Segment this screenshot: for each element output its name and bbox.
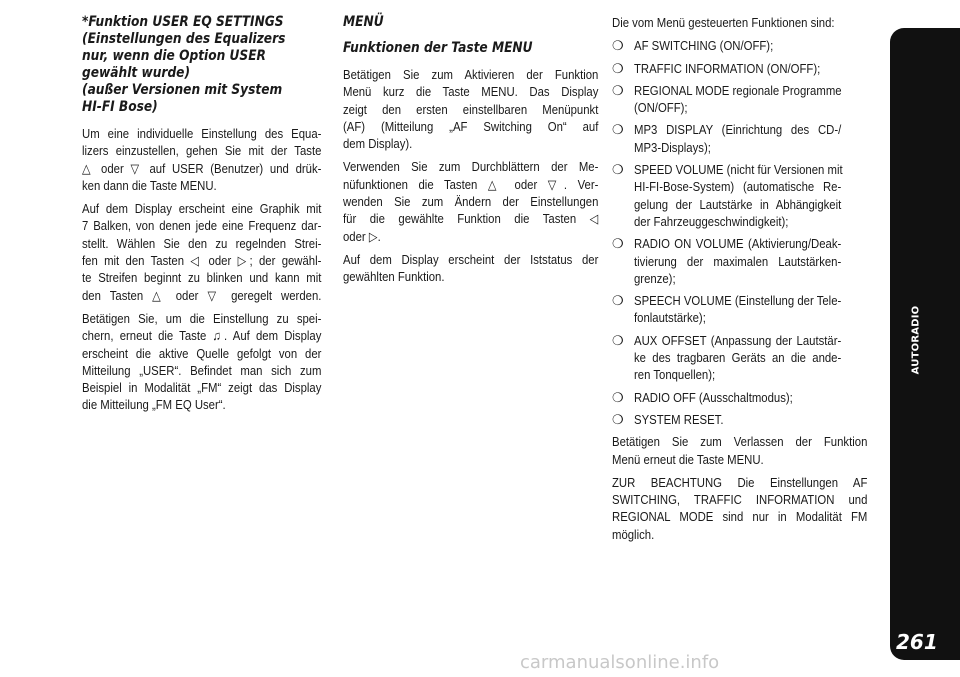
text-line: fen mit den Tasten ◁ oder ▷; der gewähl- (82, 253, 322, 269)
text-line: tivierung der maximalen Lautstärken- (634, 253, 842, 269)
list-item-text (634, 292, 841, 327)
text-line: ZUR BEACHTUNG Die Einstellungen AF (612, 474, 868, 490)
heading-line: HI-FI Bose) (82, 99, 158, 115)
text-line: Menü kurz die Taste MENU. Das Display (343, 84, 599, 100)
right-column (612, 14, 868, 549)
text-line: ken dann die Taste MENU. (82, 177, 217, 193)
list-item (612, 60, 868, 77)
heading-line: MENÜ (343, 14, 384, 30)
list-item-text (634, 411, 841, 428)
text-line: stellt. Wählen Sie den zu regelnden Strei- (82, 235, 322, 251)
text-line: die Mitteilung „FM EQ User“. (82, 397, 226, 413)
list-item (612, 411, 868, 428)
text-line: AUX OFFSET (Anpassung der Lautstär- (634, 332, 842, 348)
text-line: SYSTEM RESET. (634, 411, 724, 427)
list-item (612, 37, 868, 54)
heading-line: gewählt wurde) (82, 65, 191, 81)
text-line: REGIONAL MODE sind nur in Modalität FM (612, 509, 868, 525)
list-item-text (634, 121, 841, 156)
menu-functions-list (612, 37, 868, 428)
bullet-icon: ❍ (612, 333, 624, 349)
text-line: gewählten Funktion. (343, 269, 445, 285)
text-line: den Tasten △ oder ▽ geregelt werden. (82, 287, 322, 303)
text-line: oder ▷. (343, 228, 381, 244)
text-line: MP3-Displays); (634, 139, 711, 155)
bullet-icon: ❍ (612, 39, 624, 55)
bullet-icon: ❍ (612, 123, 624, 139)
section-heading-menu (343, 14, 598, 31)
text-line: RADIO OFF (Ausschaltmodus); (634, 389, 793, 405)
list-item (612, 161, 868, 230)
text-line: Die vom Menü gesteuerten Funktionen sind: (612, 15, 835, 30)
text-line: REGIONAL MODE regionale Programme (634, 82, 842, 98)
section-heading-user-eq (82, 14, 321, 116)
text-line: gelung der Lautstärke in Abhängigkeit (634, 196, 842, 212)
text-line: te Streifen beginnt zu blinken und kann mit (82, 270, 322, 286)
text-line: △ oder ▽ auf USER (Benutzer) und drük- (82, 160, 322, 176)
text-line: Betätigen Sie, um die Einstellung zu spei- (82, 310, 322, 326)
list-item (612, 332, 868, 384)
text-line: Verwenden Sie zum Durchblättern der Me- (343, 159, 599, 175)
list-item-text (634, 389, 841, 406)
text-line: Um eine individuelle Einstellung des Equa- (82, 126, 322, 141)
text-line: RADIO ON VOLUME (Aktivierung/Deak- (634, 236, 842, 252)
text-line: fonlautstärke); (634, 310, 706, 326)
text-line: grenze); (634, 270, 676, 286)
paragraph (82, 125, 321, 194)
list-item (612, 121, 868, 156)
text-line: Mitteilung „USER“. Befindet man sich zum (82, 362, 322, 378)
note-paragraph (612, 474, 867, 543)
bullet-icon: ❍ (612, 390, 624, 406)
text-line: MP3 DISPLAY (Einrichtung des CD-/ (634, 122, 842, 138)
bullet-icon: ❍ (612, 412, 624, 428)
text-line: Betätigen Sie zum Verlassen der Funktion (612, 434, 868, 450)
paragraph (343, 251, 598, 286)
text-line: SPEECH VOLUME (Einstellung der Tele- (634, 293, 842, 309)
paragraph (82, 200, 321, 304)
bullet-icon: ❍ (612, 83, 624, 99)
text-line: AF SWITCHING (ON/OFF); (634, 38, 774, 54)
paragraph (82, 310, 321, 414)
subheading-menu-functions (343, 40, 598, 57)
heading-line: (Einstellungen des Equalizers (82, 31, 286, 47)
bullet-icon: ❍ (612, 294, 624, 310)
list-item (612, 389, 868, 406)
middle-column (343, 14, 599, 292)
chapter-label: AUTORADIO (910, 305, 922, 375)
text-line: chern, erneut die Taste ♫. Auf dem Display (82, 328, 322, 344)
heading-line: Funktionen der Taste MENU (343, 40, 533, 56)
left-column (82, 14, 322, 420)
text-line: Auf dem Display erscheint der Iststatus der (343, 251, 599, 267)
paragraph (343, 66, 598, 152)
heading-line: (außer Versionen mit System (82, 82, 283, 98)
text-line: der Fahrzeuggeschwindigkeit); (634, 213, 789, 229)
text-line: (AF) (Mitteilung „AF Switching On“ auf (343, 118, 599, 134)
bullet-icon: ❍ (612, 237, 624, 253)
list-item (612, 235, 868, 287)
text-line: möglich. (612, 526, 655, 542)
text-line: ke des tragbaren Geräts an die ande- (634, 350, 842, 366)
list-item-text (634, 60, 841, 77)
list-item (612, 292, 868, 327)
text-line: TRAFFIC INFORMATION (ON/OFF); (634, 60, 821, 76)
page-number: 261 (896, 630, 938, 654)
text-line: SWITCHING, TRAFFIC INFORMATION und (612, 492, 868, 508)
text-line: Betätigen Sie zum Aktivieren der Funktion (343, 67, 599, 82)
text-line: wenden Sie zum Ändern der Einstellungen (343, 194, 599, 210)
text-line: zeigt den ersten einstellbaren Menüpunkt (343, 101, 599, 117)
bullet-icon: ❍ (612, 61, 624, 77)
intro-paragraph (612, 14, 867, 31)
text-line: 7 Balken, von denen jede eine Frequenz dar- (82, 218, 322, 234)
list-item (612, 82, 868, 117)
text-line: HI-FI-Bose-System) (automatische Re- (634, 179, 842, 195)
list-item-text (634, 161, 841, 230)
list-item-text (634, 235, 841, 287)
text-line: lizers einzustellen, gehen Sie mit der Taste (82, 143, 322, 159)
list-item-text (634, 37, 841, 54)
bullet-icon: ❍ (612, 163, 624, 179)
text-line: Beispiel in Modalität „FM“ zeigt das Display (82, 380, 322, 396)
heading-line: nur, wenn die Option USER (82, 48, 266, 64)
heading-line: *Funktion USER EQ SETTINGS (82, 14, 284, 30)
text-line: dem Display). (343, 136, 413, 152)
text-line: (ON/OFF); (634, 100, 688, 116)
list-item-text (634, 82, 841, 117)
watermark: carmanualsonline.info (520, 652, 720, 673)
text-line: für die gewählte Funktion die Tasten ◁ (343, 211, 599, 227)
paragraph (343, 158, 598, 244)
list-item-text (634, 332, 841, 384)
text-line: erscheint die aktive Quelle gefolgt von der (82, 345, 322, 361)
text-line: ren Tonquellen); (634, 367, 716, 383)
text-line: Menü erneut die Taste MENU. (612, 451, 764, 467)
text-line: nüfunktionen die Tasten △ oder ▽. Ver- (343, 176, 599, 192)
paragraph (612, 433, 867, 468)
text-line: Auf dem Display erscheint eine Graphik mit (82, 201, 322, 217)
chapter-tab (890, 28, 960, 660)
text-line: SPEED VOLUME (nicht für Versionen mit (634, 162, 843, 178)
